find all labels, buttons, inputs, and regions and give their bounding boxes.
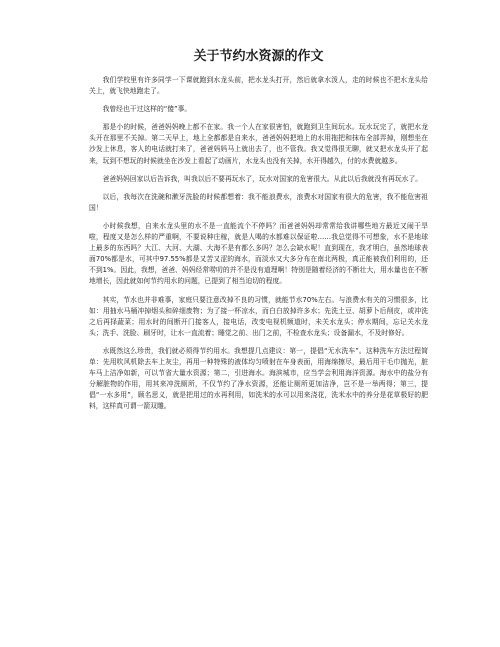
paragraph: 爸爸妈妈回家以后告诉我，叫我以后不要再玩水了，玩水对国家的危害很大。从此以后我就没有再玩水了。 <box>102 174 423 183</box>
paragraph: 我曾经也干过这样的“傻”事。 <box>102 105 192 114</box>
paragraph: 那是小的时候，爸爸妈妈晚上都不在家。我一个人在家很害怕，就跑到卫生间玩水。玩水玩完了，就把水龙头开在那里不关掉。第二天早上，地上全都都是自来水，爸爸妈妈把地上的水用拖把和抹布全部弄掉，刚想坐在沙发上休息，客人的电话就打来了，爸爸妈妈马上就出去了，也不管我。我又觉得很无聊，就又把水龙头开了起来，玩到不想玩的时候就坐在沙发上看起了动画片，水龙头也没有关掉，水开得越久，付的水费就越多。 <box>89 123 428 165</box>
paragraph: 我们学校里有许多同学一下课就跑到水龙头前，把水龙头打开，然后就拿水泼人，走的时候也不把水龙头给关上，就飞快地跑走了。 <box>89 76 428 96</box>
paragraph: 小时候我想，自来水龙头里的水不是一直能流个不停吗？而爸爸妈妈却常常给我讲哪些地方最近又闹干旱啦，程度又是怎么样的严重啊，不要说种庄稼，就是人喝的水都难以保证啦……我总觉得不可想象，水不是地球上最多的东西吗？大江、大河、大湖、大海不是有都么多吗？怎么会缺水呢！直到现在，我才明白，虽然地球表面70%都是水，可其中97.55%都是又苦又涩的海水，而淡水又大多分布在南北两极，真正能被我们利用的，还不到1%。因此，我想，爸爸、妈妈经常唠叨的并不是没有道理啊！特别是随着经济的不断壮大，用水量也在不断地增长，因此就如何节约用水的问题，已提到了相当迫切的程度。 <box>89 221 428 286</box>
paragraph: 水既然这么珍贵，我们就必须得节约用水。我想提几点建议：第一，提倡“无水洗车”。这种洗车方法过程简单：先用吹风机除去车上灰尘，再用一种特殊的液体均匀喷射在车身表面，用海绵擦尽，最后用干毛巾抛光，脏车马上洁净如新，可以节省大量水资源；第二，引进海水。海滨城市，应当学会利用海洋资源。海水中的盐分有分解脏物的作用，用其来冲洗厕所，不仅节约了净水资源，还能让厕所更加洁净，岂不是一举两得；第三，提倡“一水多用”，顾名思义，就是把用过的水再利用，如洗米的水可以用来浇花，洗米水中的养分是花草极好的肥料，这样真可谓一箭双雕。 <box>89 346 428 411</box>
paragraph: 其实，节水也并非难事，家庭只要注意改掉不良的习惯，就能节水70%左右。与浪费水有关的习惯很多，比如：用抽水马桶冲掉烟头和碎细废物；为了接一杯凉水，而白白放掉许多水；先洗土豆、胡萝卜后削皮，或冲洗之后再择蔬菜；用水时的间断开门接客人，接电话，改变电视机频道时，未关水龙头；停水期间，忘记关水龙头；洗手、洗脸、刷牙时，让水一直流着；睡觉之前、出门之前，不检查水龙头；设备漏水，不及时修好。 <box>89 295 428 337</box>
paragraph: 以后，我每次在洗碗和漱牙洗脸的时候都想着：我不能浪费水，浪费水对国家有很大的危害，我不能危害祖国！ <box>89 192 428 212</box>
page-title: 关于节约水资源的作文 <box>193 49 324 64</box>
